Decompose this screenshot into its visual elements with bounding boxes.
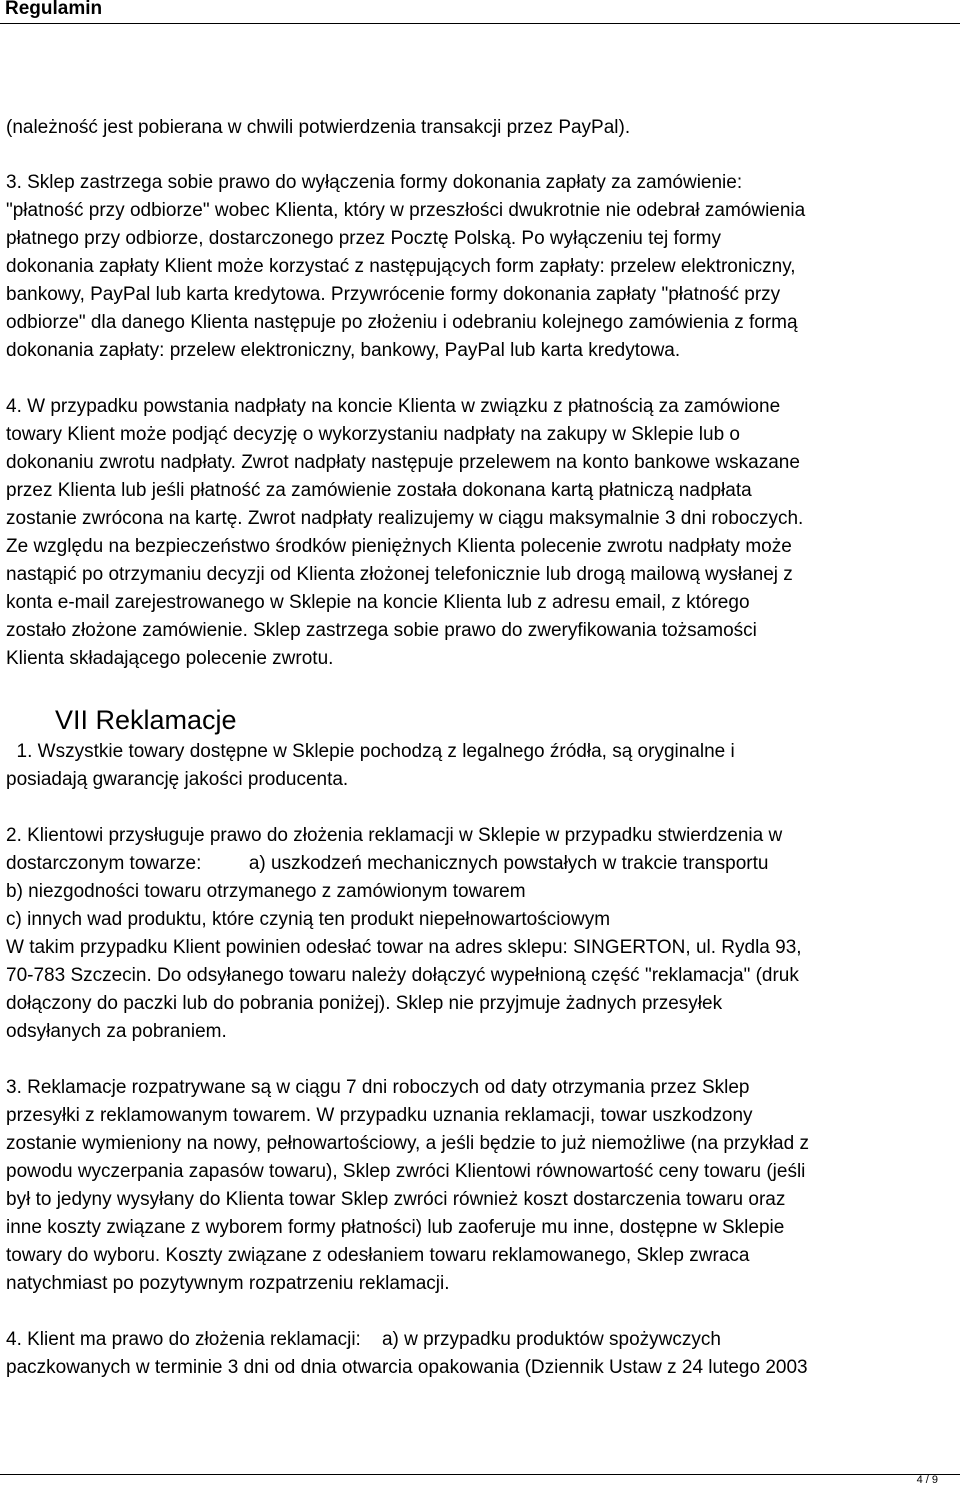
text-line: W takim przypadku Klient powinien odesłać towar na adres sklepu: SINGERTON, ul. Rydla 93, <box>6 937 802 958</box>
text-line: płatnego przy odbiorze, dostarczonego przez Pocztę Polską. Po wyłączeniu tej formy <box>6 228 721 249</box>
text-line: 1. Wszystkie towary dostępne w Sklepie pochodzą z legalnego źródła, są oryginalne i <box>6 741 735 762</box>
text-line: 3. Sklep zastrzega sobie prawo do wyłączenia formy dokonania zapłaty za zamówienie: <box>6 172 743 193</box>
text-line: odbiorze" dla danego Klienta następuje po złożeniu i odebraniu kolejnego zamówienia z formą <box>6 312 798 333</box>
text-line: Ze względu na bezpieczeństwo środków pieniężnych Klienta polecenie zwrotu nadpłaty może <box>6 536 792 557</box>
text-line: powodu wyczerpania zapasów towaru), Sklep zwróci Klientowi równowartość ceny towaru (jeśli <box>6 1161 806 1182</box>
text-line: dokonania zapłaty: przelew elektroniczny, bankowy, PayPal lub karta kredytowa. <box>6 340 681 361</box>
text-line: 70-783 Szczecin. Do odsyłanego towaru należy dołączyć wypełnioną część "reklamacja" (druk <box>6 965 799 986</box>
text-line: b) niezgodności towaru otrzymanego z zamówionym towarem <box>6 881 526 902</box>
footer-divider <box>0 1474 960 1475</box>
text-line: towary Klient może podjąć decyzję o wykorzystaniu nadpłaty na zakupy w Sklepie lub o <box>6 424 740 445</box>
text-line: inne koszty związane z wyborem formy płatności) lub zaoferuje mu inne, dostępne w Sklepie <box>6 1217 785 1238</box>
text-line: 3. Reklamacje rozpatrywane są w ciągu 7 dni roboczych od daty otrzymania przez Sklep <box>6 1077 750 1098</box>
text-line: bankowy, PayPal lub karta kredytowa. Przywrócenie formy dokonania zapłaty "płatność przy <box>6 284 781 305</box>
text-line: c) innych wad produktu, które czynią ten produkt niepełnowartościowym <box>6 909 611 930</box>
text-line: paczkowanych w terminie 3 dni od dnia otwarcia opakowania (Dziennik Ustaw z 24 lutego 2003 <box>6 1357 808 1378</box>
text-line: zostało złożone zamówienie. Sklep zastrzega sobie prawo do zweryfikowania tożsamości <box>6 620 757 641</box>
text-line: przez Klienta lub jeśli płatność za zamówienie została dokonana kartą płatniczą nadpłata <box>6 480 752 501</box>
section-heading: VII Reklamacje <box>55 705 237 735</box>
text-line: był to jedyny wysyłany do Klienta towar Sklep zwróci również koszt dostarczenia towaru oraz <box>6 1189 786 1210</box>
text-line: konta e-mail zarejestrowanego w Sklepie na koncie Klienta lub z adresu email, z którego <box>6 592 750 613</box>
document-title: Regulamin <box>5 0 103 19</box>
text-line: dokonaniu zwrotu nadpłaty. Zwrot nadpłaty następuje przelewem na konto bankowe wskazane <box>6 452 800 473</box>
text-line: 2. Klientowi przysługuje prawo do złożenia reklamacji w Sklepie w przypadku stwierdzenia w <box>6 825 783 846</box>
text-line: (należność jest pobierana w chwili potwierdzenia transakcji przez PayPal). <box>6 117 631 138</box>
text-line: przesyłki z reklamowanym towarem. W przypadku uznania reklamacji, towar uszkodzony <box>6 1105 753 1126</box>
text-line: zostanie wymieniony na nowy, pełnowartościowy, a jeśli będzie to już niemożliwe (na przykład z <box>6 1133 809 1154</box>
text-line: nastąpić po otrzymaniu decyzji od Klienta złożonej telefonicznie lub drogą mailową wysłanej z <box>6 564 793 585</box>
text-line: natychmiast po pozytywnym rozpatrzeniu reklamacji. <box>6 1273 450 1294</box>
text-line: 4. Klient ma prawo do złożenia reklamacji: a) w przypadku produktów spożywczych <box>6 1329 721 1350</box>
text-line: dokonania zapłaty Klient może korzystać z następujących form zapłaty: przelew elektroniczny, <box>6 256 796 277</box>
text-line: zostanie zwrócona na kartę. Zwrot nadpłaty realizujemy w ciągu maksymalnie 3 dni roboczych. <box>6 508 804 529</box>
text-line: posiadają gwarancję jakości producenta. <box>6 769 349 790</box>
text-line: dołączony do paczki lub do pobrania poniżej). Sklep nie przyjmuje żadnych przesyłek <box>6 993 723 1014</box>
text-line: towary do wyboru. Koszty związane z odesłaniem towaru reklamowanego, Sklep zwraca <box>6 1245 750 1266</box>
document-header <box>0 0 960 24</box>
text-line: Klienta składającego polecenie zwrotu. <box>6 648 334 669</box>
text-line: "płatność przy odbiorze" wobec Klienta, który w przeszłości dwukrotnie nie odebrał zamówienia <box>6 200 806 221</box>
text-line: odsyłanych za pobraniem. <box>6 1021 227 1042</box>
page-number: 4 / 9 <box>916 1474 938 1486</box>
text-line: 4. W przypadku powstania nadpłaty na koncie Klienta w związku z płatnością za zamówione <box>6 396 781 417</box>
text-line: dostarczonym towarze: a) uszkodzeń mechanicznych powstałych w trakcie transportu <box>6 853 769 874</box>
